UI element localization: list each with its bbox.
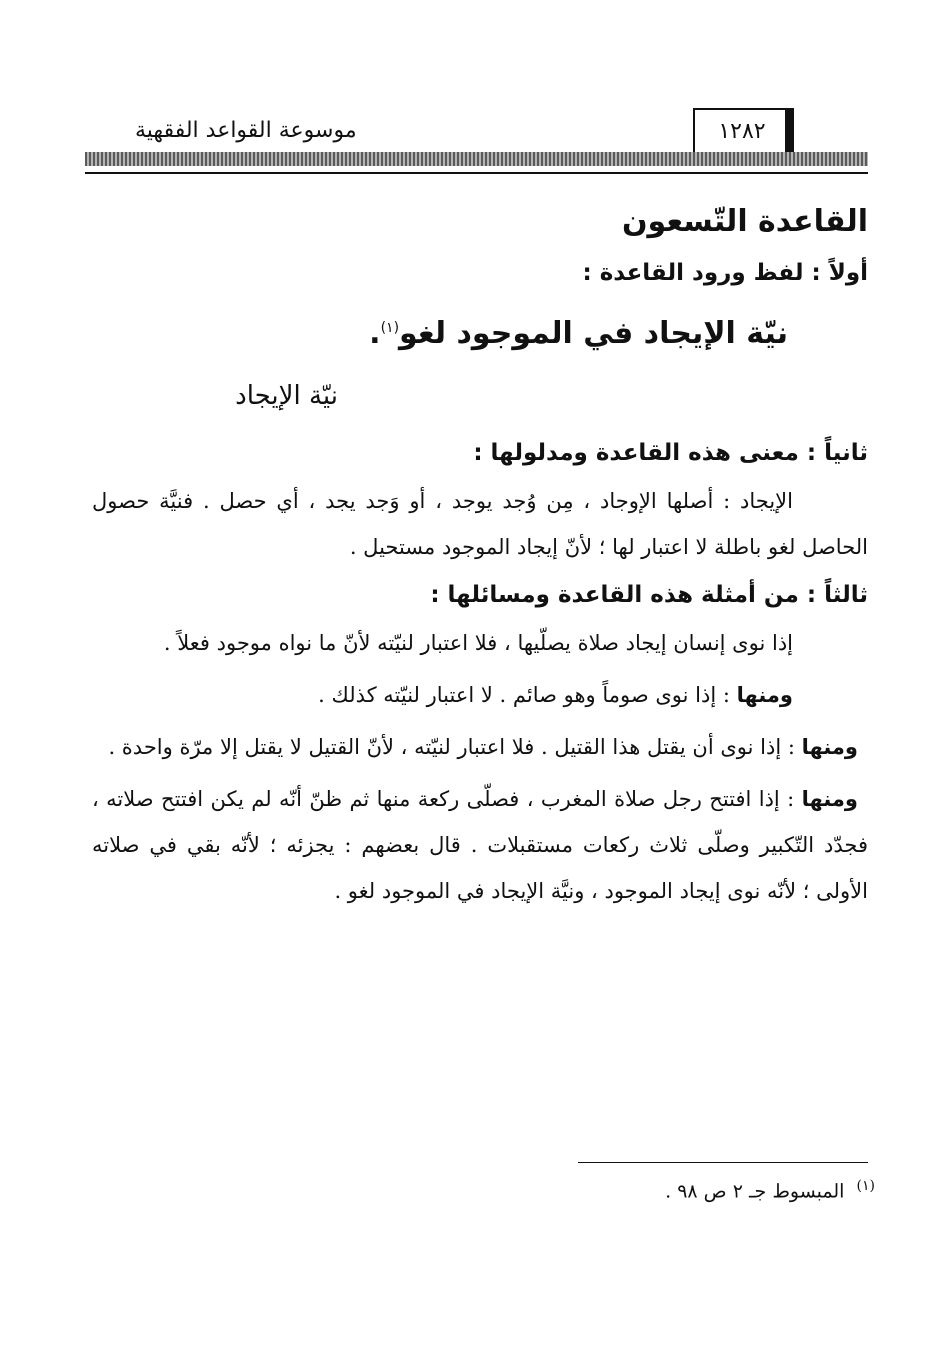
example-text-4: : إذا افتتح رجل صلاة المغرب ، فصلّى ركعة منها ثم ظنّ أنّه لم يكن افتتح صلاته ، فجدّد التّكبير وصلّى ثلاث ركعات مستقبلات . قال بعضهم : يجزئه ؛ لأنّه بقي في صلاته الأولى ؛ لأنّه نوى إيجاد الموجود ، ونيَّة الإيجاد في الموجود لغو . <box>92 787 868 903</box>
maxim-end: . <box>369 316 381 351</box>
lead-word: ومنها <box>801 787 858 811</box>
page-number-frame-edge <box>785 108 794 154</box>
maxim-footnote-mark: (١) <box>380 320 400 336</box>
footnote-text: المبسوط جـ ٢ ص ٩٨ . <box>665 1180 845 1203</box>
lead-word: ومنها <box>801 735 858 759</box>
running-title: موسوعة القواعد الفقهية <box>135 118 357 143</box>
example-paragraph-1: إذا نوى إنسان إيجاد صلاة يصلّيها ، فلا اعتبار لنيّته لأنّ ما نواه موجود فعلاً . <box>163 631 793 655</box>
page-body <box>92 196 868 914</box>
maxim-text: نيّة الإيجاد في الموجود لغو <box>399 316 788 351</box>
example-paragraph-4 <box>92 776 868 914</box>
example-paragraph-2 <box>92 672 868 718</box>
example-text-3: : إذا نوى أن يقتل هذا القتيل . فلا اعتبار لنيّته ، لأنّ القتيل لا يقتل إلا مرّة واحدة . <box>108 735 802 759</box>
page-number: ١٢٨٢ <box>693 108 791 152</box>
footnote <box>665 1178 875 1202</box>
footnote-mark: (١) <box>856 1178 875 1194</box>
term-heading: نيّة الإيجاد <box>235 381 338 411</box>
section-heading-first: أولاً : لفظ ورود القاعدة : <box>582 260 868 286</box>
footnote-separator <box>578 1162 868 1163</box>
lead-word: ومنها <box>736 683 793 707</box>
section-heading-third: ثالثاً : من أمثلة هذه القاعدة ومسائلها : <box>430 582 868 608</box>
header-decorative-bar <box>85 152 868 166</box>
page-header <box>85 108 868 178</box>
meaning-paragraph: الإيجاد : أصلها الإوجاد ، مِن وُجد يوجد ، أو وَجد يجد ، أي حصل . فنيَّة حصول الحاصل لغو باطلة لا اعتبار لها ؛ لأنّ إيجاد الموجود مستحيل . <box>92 489 868 559</box>
header-rule <box>85 172 868 174</box>
rule-title: القاعدة التّسعون <box>621 204 868 239</box>
maxim-statement <box>92 298 868 364</box>
example-paragraph-3 <box>92 724 868 770</box>
section-heading-second: ثانياً : معنى هذه القاعدة ومدلولها : <box>473 440 868 466</box>
example-text-2: : إذا نوى صوماً وهو صائم . لا اعتبار لنيّته كذلك . <box>318 683 737 707</box>
